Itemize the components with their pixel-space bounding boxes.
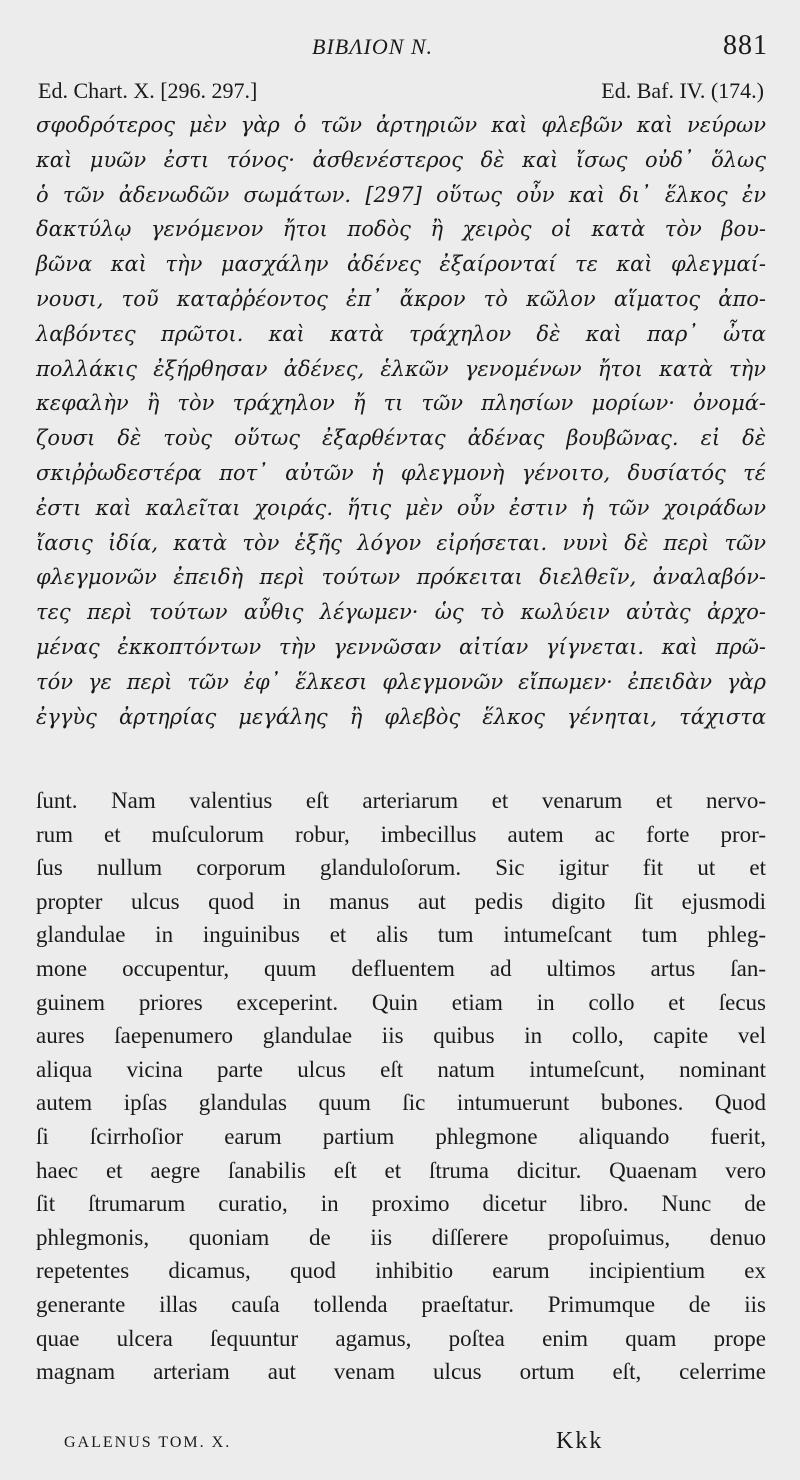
running-title: ΒΙΒΛΙΟΝ Ν.: [312, 34, 434, 59]
greek-text-line: ἐγγὺς ἀρτηρίας μεγάλης ἢ φλεβὸς ἕλκος γένηται, τάχιστα: [36, 704, 766, 729]
latin-text-block: [36, 784, 766, 1389]
greek-text-line: δακτύλῳ γενόμενον ἤτοι ποδὸς ἢ χειρὸς οἱ κατὰ τὸν βου-: [36, 217, 766, 242]
latin-text-line: aures ſaepenumero glandulae iis quibus in collo, capite vel: [36, 1023, 766, 1049]
greek-text-line: σφοδρότερος μὲν γὰρ ὁ τῶν ἀρτηριῶν καὶ φλεβῶν καὶ νεύρων: [36, 113, 766, 137]
page-number: 881: [723, 30, 768, 61]
signature-mark: Kkk: [556, 1428, 604, 1454]
greek-text-line: ἐστι καὶ καλεῖται χοιράς. ἥτις μὲν οὖν ἐστιν ἡ τῶν χοιράδων: [36, 495, 766, 520]
greek-text-line: ζουσι δὲ τοὺς οὕτως ἐξαρθέντας ἀδένας βουβῶνας. εἰ δὲ: [36, 426, 766, 451]
greek-text-line: λαβόντες πρῶτοι. καὶ κατὰ τράχηλον δὲ καὶ παρ᾽ ὦτα: [36, 321, 766, 346]
greek-text-line: καὶ μυῶν ἐστι τόνος· ἀσθενέστερος δὲ καὶ ἴσως οὐδ᾽ ὅλως: [36, 147, 766, 172]
edition-reference-line: [38, 78, 764, 108]
greek-text-line: τες περὶ τούτων αὖθις λέγωμεν· ὡς τὸ κωλύειν αὐτὰς ἀρχο-: [36, 600, 766, 625]
edition-basel-reference: Ed. Baf. IV. (174.): [601, 78, 764, 103]
greek-text-block: [36, 108, 766, 734]
latin-text-line: ſus nullum corporum glanduloſorum. Sic igitur fit ut et: [36, 855, 766, 881]
latin-text-line: repetentes dicamus, quod inhibitio earum incipientium ex: [36, 1258, 766, 1284]
latin-text-line: ſunt. Nam valentius eſt arteriarum et venarum et nervo-: [36, 788, 766, 813]
latin-text-line: autem ipſas glandulas quum ſic intumuerunt bubones. Quod: [36, 1090, 766, 1116]
greek-text-line: νουσι, τοῦ καταῤῥέοντος ἐπ᾽ ἄκρον τὸ κῶλον αἵματος ἀπο-: [36, 286, 766, 311]
latin-text-line: propter ulcus quod in manus aut pedis digito ſit ejusmodi: [36, 888, 766, 914]
greek-text-line: μένας ἐκκοπτόντων τὴν γεννῶσαν αἰτίαν γίγνεται. καὶ πρῶ-: [36, 634, 766, 659]
running-head: [0, 28, 800, 68]
latin-text-line: magnam arteriam aut venam ulcus ortum eſt, celerrime: [36, 1359, 766, 1385]
latin-text-line: phlegmonis, quoniam de iis diſſerere propoſuimus, denuo: [36, 1224, 766, 1250]
latin-text-line: haec et aegre ſanabilis eſt et ſtruma dicitur. Quaenam vero: [36, 1157, 766, 1183]
greek-text-line: σκιῤῥωδεστέρα ποτ᾽ αὐτῶν ἡ φλεγμονὴ γένοιτο, δυσίατός τέ: [36, 460, 766, 485]
greek-text-line: βῶνα καὶ τὴν μασχάλην ἀδένες ἐξαίρονταί τε καὶ φλεγμαί-: [36, 252, 766, 277]
greek-text-line: ἴασις ἰδία, κατὰ τὸν ἑξῆς λόγον εἰρήσεται. νυνὶ δὲ περὶ τῶν: [36, 530, 766, 555]
latin-text-line: ſit ſtrumarum curatio, in proximo dicetur libro. Nunc de: [36, 1191, 766, 1217]
greek-text-line: φλεγμονῶν ἐπειδὴ περὶ τούτων πρόκειται διελθεῖν, ἀναλαβόν-: [36, 565, 766, 590]
latin-text-line: quae ulcera ſequuntur agamus, poſtea enim quam prope: [36, 1325, 766, 1351]
latin-text-line: aliqua vicina parte ulcus eſt natum intumeſcunt, nominant: [36, 1056, 766, 1082]
page-footer: [0, 1428, 800, 1458]
greek-text-line: πολλάκις ἐξήρθησαν ἀδένες, ἑλκῶν γενομένων ἤτοι κατὰ τὴν: [36, 356, 766, 381]
greek-text-line: τόν γε περὶ τῶν ἐφ᾽ ἕλκεσι φλεγμονῶν εἴπωμεν· ἐπειδὰν γὰρ: [36, 669, 766, 694]
latin-text-line: ſi ſcirrhoſior earum partium phlegmone aliquando fuerit,: [36, 1123, 766, 1149]
latin-text-line: glandulae in inguinibus et alis tum intumeſcant tum phleg-: [36, 922, 766, 948]
latin-text-line: mone occupentur, quum defluentem ad ultimos artus ſan-: [36, 955, 766, 981]
greek-text-line: κεφαλὴν ἢ τὸν τράχηλον ἤ τι τῶν πλησίων μορίων· ὀνομά-: [36, 391, 766, 416]
latin-text-line: guinem priores exceperint. Quin etiam in collo et ſecus: [36, 989, 766, 1015]
latin-text-line: rum et muſculorum robur, imbecillus autem ac forte pror-: [36, 821, 766, 847]
signature-note: GALENUS TOM. X.: [64, 1434, 232, 1451]
latin-text-line: generante illas cauſa tollenda praeſtatur. Primumque de iis: [36, 1291, 766, 1317]
edition-chartier-reference: Ed. Chart. X. [296. 297.]: [38, 78, 258, 103]
greek-text-line: ὁ τῶν ἀδενωδῶν σωμάτων. [297] οὕτως οὖν καὶ δι᾽ ἕλκος ἐν: [36, 182, 766, 207]
